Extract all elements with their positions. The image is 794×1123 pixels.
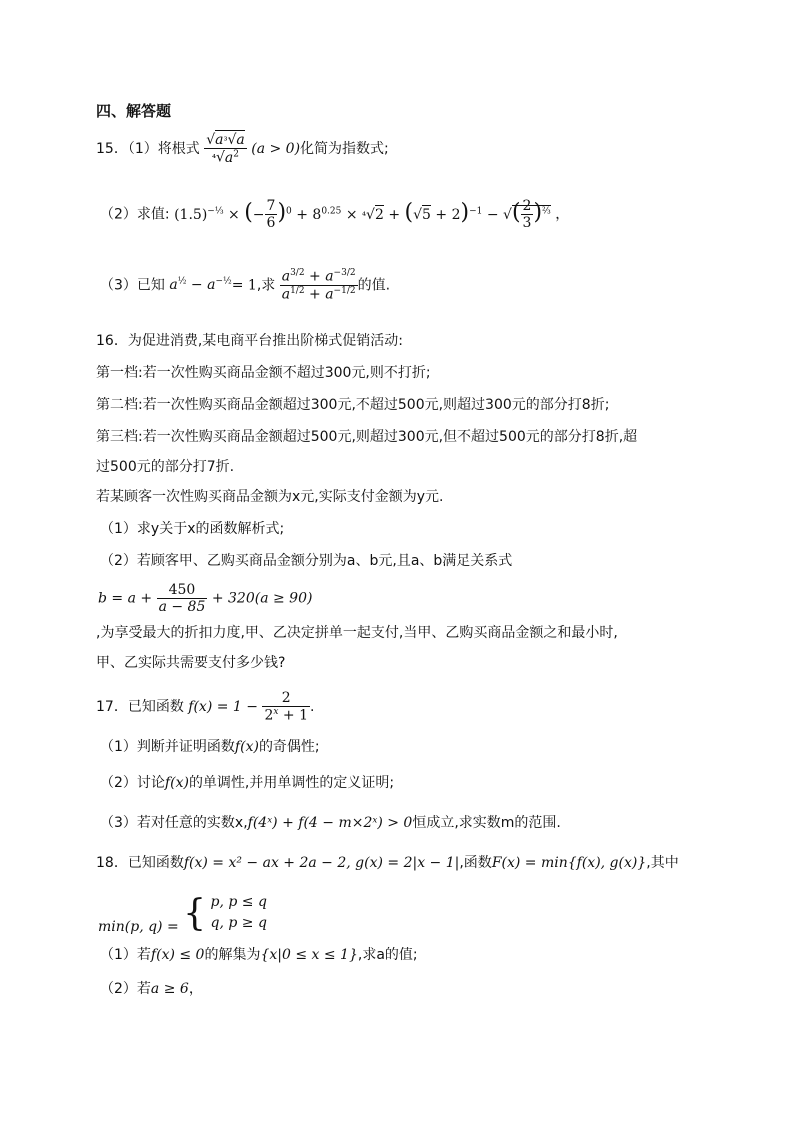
q18-cases bbox=[211, 892, 267, 934]
q16-line8: （2）若顾客甲、乙购买商品金额分别为a、b元,且a、b满足关系式 bbox=[100, 553, 513, 569]
q17-p2-text: （2）讨论 bbox=[100, 775, 165, 791]
q17-p1-fx: f(x) bbox=[234, 739, 259, 755]
q16-line2: 第一档:若一次性购买商品金额不超过300元,则不打折; bbox=[96, 365, 431, 381]
q15-p3-condition: $a^{\frac{1}{2}} - a^{-\frac{1}{2}}$ bbox=[169, 276, 232, 294]
q17-fraction-denominator: 2 bbox=[264, 707, 274, 724]
q16-line9: ,为享受最大的折扣力度,甲、乙决定拼单一起支付,当甲、乙购买商品金额之和最小时, bbox=[96, 625, 618, 641]
q18-gx: , g(x) = 2|x − 1| bbox=[346, 855, 460, 871]
q17-fraction-numerator: 2 bbox=[262, 690, 310, 707]
q17-function-fraction bbox=[262, 690, 310, 724]
q16-formula-fraction bbox=[157, 582, 208, 615]
q15-number: 15． bbox=[96, 140, 128, 157]
q15-part3 bbox=[100, 268, 390, 303]
q16-line5: 过500元的部分打7折. bbox=[96, 459, 235, 475]
q17-head-text: 17．已知函数 bbox=[96, 698, 184, 715]
q18-part1 bbox=[100, 948, 418, 962]
q17-p3-suffix: 恒成立,求实数m的范围. bbox=[412, 815, 561, 831]
q15-part2 bbox=[100, 198, 569, 231]
q18-p1-text: （1）若 bbox=[100, 947, 151, 963]
q17-part1 bbox=[100, 740, 320, 754]
q17-head: 17．已知函数 f(x) = 1 − $\frac{2}{2^x + 1}$ . bbox=[96, 690, 315, 724]
q15-p2-suffix: ， bbox=[555, 206, 570, 223]
q18-p1-suffix: ,求a的值; bbox=[357, 947, 418, 963]
q16-line10: 甲、乙实际共需要支付多少钱? bbox=[96, 655, 286, 671]
q15-p3-text: 已知 bbox=[136, 277, 165, 294]
q17-p1-suffix: 的奇偶性; bbox=[258, 739, 320, 755]
q18-left-brace: { bbox=[183, 893, 207, 934]
q17-p2-suffix: 的单调性,并用单调性的定义证明; bbox=[188, 775, 395, 791]
q18-Fx: F(x) = min{f(x), g(x)} bbox=[491, 855, 647, 871]
q17-denominator-exponent: x bbox=[273, 707, 279, 718]
q15-part1 bbox=[96, 132, 389, 166]
q18-case2: q, p ≥ q bbox=[210, 915, 267, 931]
q16-line7: （1）求y关于x的函数解析式; bbox=[100, 521, 285, 537]
q18-case1: p, p ≤ q bbox=[210, 894, 267, 910]
q15-radical-fraction bbox=[204, 132, 247, 166]
q15-p2-expression: $(1.5)^{-\frac{1}{3}}$ × (− $\frac{7}{6}$ )$^0 + 8^{0.25} \times ^4√2 + (√5 + 2)^{-1}$ − √( $\frac{2}{3}$ )$^{\frac{2}{3}}$ bbox=[174, 198, 551, 232]
q15-p3-suffix: 的值. bbox=[357, 277, 391, 294]
q17-p3-text: （3）若对任意的实数x, bbox=[100, 815, 248, 831]
q15-p3-condition-rhs: = 1 bbox=[231, 277, 257, 294]
q15-p3-mid: ,求 bbox=[256, 277, 276, 294]
q18-suffix: ,其中 bbox=[646, 855, 679, 871]
q18-mid: ,函数 bbox=[459, 855, 492, 871]
q15-radical-denominator: $^4√a^2$ bbox=[211, 149, 239, 166]
q15-p1-label: （1） bbox=[127, 140, 158, 157]
q18-p2-expression: a ≥ 6 bbox=[150, 981, 189, 997]
q18-p2-text: （2）若 bbox=[100, 981, 151, 997]
q16-line1: 16．为促进消费,某电商平台推出阶梯式促销活动: bbox=[96, 333, 403, 349]
q17-part2 bbox=[100, 776, 394, 790]
q18-p2-suffix: ， bbox=[188, 981, 203, 997]
q18-p1-expression: f(x) ≤ 0 bbox=[150, 947, 205, 963]
q15-radical-numerator: √a³√a bbox=[206, 132, 245, 148]
q18-head-text: 18．已知函数 bbox=[96, 855, 184, 871]
q17-denominator-rest: + 1 bbox=[282, 707, 309, 724]
q18-min-definition bbox=[98, 888, 267, 934]
q15-p3-fraction: $\frac{a^{3/2} + a^{-3/2}}{a^{1/2} + a^{-1/2}}$ bbox=[281, 268, 356, 303]
q16-formula-rhs: + 320(a ≥ 90) bbox=[211, 590, 313, 607]
q17-p2-fx: f(x) bbox=[164, 775, 189, 791]
section-heading: 四、解答题 bbox=[96, 102, 172, 120]
q18-p1-set: {x|0 ≤ x ≤ 1} bbox=[260, 947, 358, 963]
q18-p1-mid: 的解集为 bbox=[204, 947, 261, 963]
q18-part2 bbox=[100, 982, 203, 996]
q16-line4: 第三档:若一次性购买商品金额超过500元,则超过300元,但不超过500元的部分打8折,超 bbox=[96, 429, 638, 445]
q16-formula-denominator: a − 85 bbox=[158, 599, 206, 616]
q17-part3 bbox=[100, 816, 561, 830]
q15-p2-text: 求值: bbox=[136, 206, 170, 223]
q17-function-lhs: f(x) = 1 − bbox=[188, 698, 259, 715]
q18-fx: f(x) = x² − ax + 2a − 2 bbox=[183, 855, 347, 871]
q17-p1-text: （1）判断并证明函数 bbox=[100, 739, 235, 755]
q15-p2-label: （2） bbox=[100, 206, 137, 223]
q16-line6: 若某顾客一次性购买商品金额为x元,实际支付金额为y元. bbox=[96, 489, 444, 505]
q18-min-lhs: min(p, q) = bbox=[98, 919, 179, 935]
q16-formula-lhs: b = a + bbox=[98, 590, 153, 607]
q17-p3-expression: f(4ˣ) + f(4 − m×2ˣ) > 0 bbox=[247, 815, 413, 831]
q15-p1-text: 将根式 bbox=[157, 140, 200, 157]
q16-formula-numerator: 450 bbox=[157, 582, 208, 599]
q16-line3: 第二档:若一次性购买商品金额超过300元,不超过500元,则超过300元的部分打8折; bbox=[96, 397, 610, 413]
q15-condition: (a > 0) bbox=[251, 140, 301, 157]
q15-p1-suffix: 化简为指数式; bbox=[300, 140, 389, 157]
q16-formula bbox=[98, 582, 312, 615]
q15-p3-label: （3） bbox=[100, 277, 137, 294]
q18-head bbox=[96, 856, 679, 870]
